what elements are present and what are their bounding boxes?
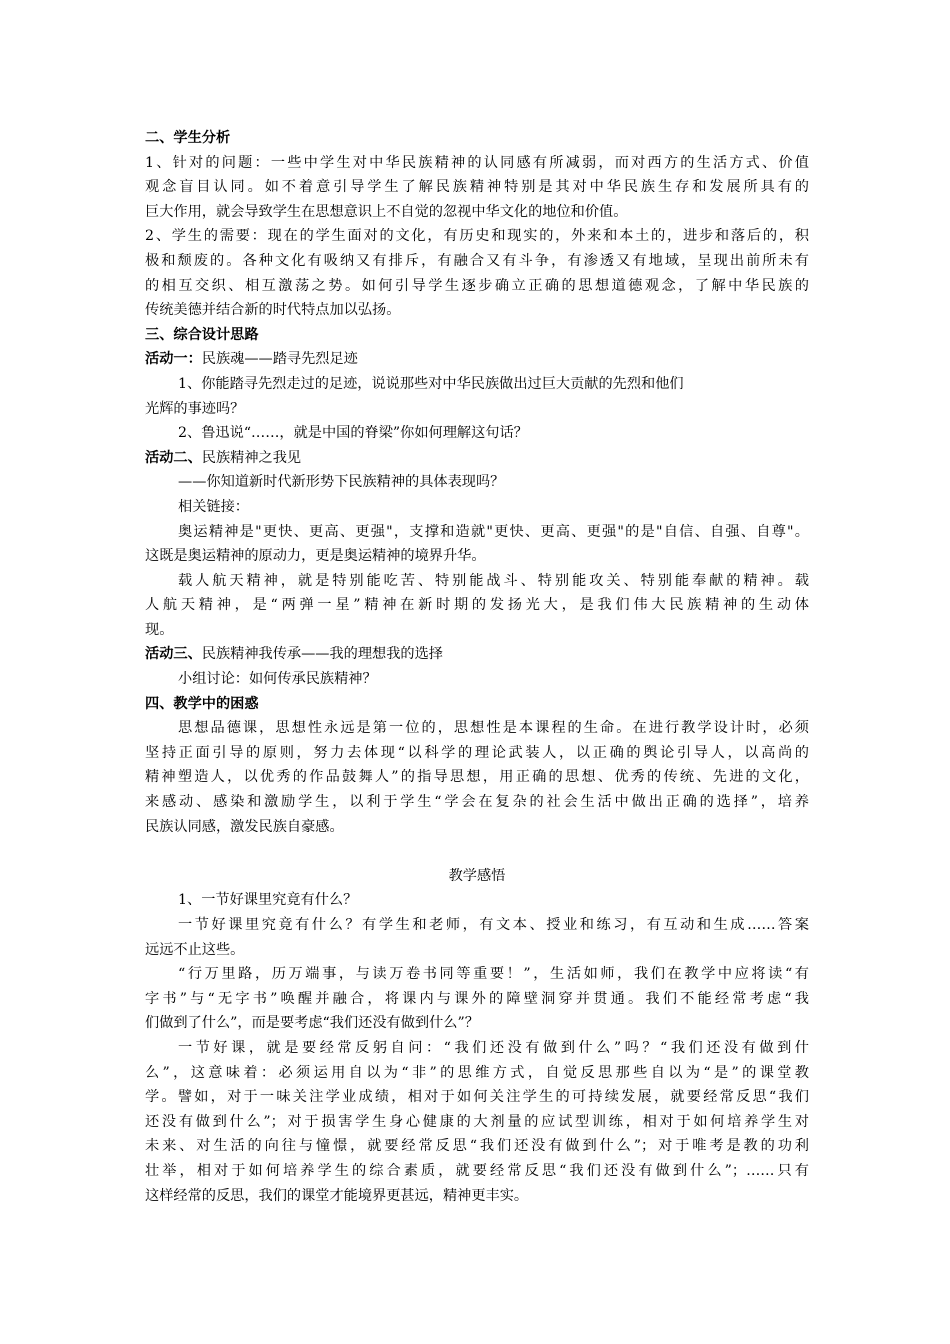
paragraph-line: 这样经常的反思，我们的课堂才能境界更甚远，精神更丰实。 <box>145 1187 529 1204</box>
paragraph-line: 们做到了什么”，而是要考虑“我们还没有做到什么”？ <box>145 1015 479 1032</box>
paragraph-line: 1、你能踏寻先烈走过的足迹，说说那些对中华民族做出过巨大贡献的先烈和他们 <box>178 375 684 392</box>
paragraph-line: 奥运精神是"更快、更高、更强"，支撑和造就"更快、更高、更强"的是"自信、自强、自尊"。 <box>178 523 809 540</box>
paragraph-line: 精神塑造人，以优秀的作品鼓舞人”的指导思想，用正确的思想、优秀的传统、先进的文化， <box>145 769 809 786</box>
activity-one-heading <box>145 347 809 372</box>
paragraph-line: 学。譬如，对于一味关注学业成绩，相对于如何关注学生的可持续发展，就要经常反思“我们 <box>145 1089 809 1106</box>
section-heading-confusion: 四、教学中的困惑 <box>145 695 259 712</box>
section-heading-design: 三、综合设计思路 <box>145 326 259 343</box>
paragraph-line: 一节好课，就是要经常反躬自问：“我们还没有做到什么”吗？“我们还没有做到什 <box>178 1039 809 1056</box>
paragraph-line: 2、鲁迅说“……，就是中国的脊梁”你如何理解这句话？ <box>178 425 528 442</box>
blank-line <box>145 839 809 864</box>
document-page <box>145 126 809 1208</box>
paragraph-line: 现。 <box>145 621 174 638</box>
paragraph-line: 小组讨论：如何传承民族精神？ <box>178 671 377 688</box>
paragraph-line: 观念盲目认同。如不着意引导学生了解民族精神特别是其对中华民族生存和发展所具有的 <box>145 179 809 196</box>
paragraph-line: 坚持正面引导的原则，努力去体现“以科学的理论武装人，以正确的舆论引导人，以高尚的 <box>145 744 809 761</box>
paragraph-line: 的相互交织、相互激荡之势。如何引导学生逐步确立正确的思想道德观念，了解中华民族的 <box>145 277 809 294</box>
paragraph-line: 壮举，相对于如何培养学生的综合素质，就要经常反思“我们还没有做到什么”；……只有 <box>145 1162 809 1179</box>
paragraph-line: 1、针对的问题：一些中学生对中华民族精神的认同感有所减弱，而对西方的生活方式、价值 <box>145 154 809 171</box>
paragraph-line: 极和颓废的。各种文化有吸纳又有排斥，有融合又有斗争，有渗透又有地域，呈现出前所未有 <box>145 252 809 269</box>
activity-label: 活动一： <box>145 351 202 368</box>
paragraph-line: “行万里路，历万端事，与读万卷书同等重要！”，生活如师，我们在教学中应将读“有 <box>178 966 809 983</box>
paragraph-line: 民族认同感，激发民族自豪感。 <box>145 818 344 835</box>
paragraph-line: 思想品德课，思想性永远是第一位的，思想性是本课程的生命。在进行教学设计时，必须 <box>178 720 809 737</box>
reflection-title: 教学感悟 <box>448 867 506 884</box>
paragraph-line: 一节好课里究竟有什么？有学生和老师，有文本、授业和练习，有互动和生成……答案 <box>178 917 809 933</box>
section-heading-student-analysis: 二、学生分析 <box>145 130 231 146</box>
activity-title: 民族精神之我见 <box>201 449 302 466</box>
paragraph-line: 未来、对生活的向往与憧憬，就要经常反思“我们还没有做到什么”；对于唯考是教的功利 <box>145 1138 809 1155</box>
activity-label: 活动三、 <box>145 646 202 663</box>
paragraph-line: 相关链接： <box>178 498 249 515</box>
paragraph-line: 来感动、感染和激励学生，以利于学生“学会在复杂的社会生活中做出正确的选择”，培养 <box>145 794 809 811</box>
paragraph-line: 字书”与“无字书”唤醒并融合，将课内与课外的障壁洞穿并贯通。我们不能经常考虑“我 <box>145 990 809 1007</box>
activity-title: 民族精神我传承——我的理想我的选择 <box>201 646 443 663</box>
paragraph-line: 巨大作用，就会导致学生在思想意识上不自觉的忽视中华文化的地位和价值。 <box>145 203 628 220</box>
paragraph-line: 光辉的事迹吗？ <box>145 400 245 417</box>
activity-three-heading <box>145 642 809 667</box>
paragraph-line: 1、一节好课里究竟有什么？ <box>178 892 358 909</box>
paragraph-line: 么”，这意味着：必须运用自以为“非”的思维方式，自觉反思那些自以为“是”的课堂教 <box>145 1064 809 1081</box>
paragraph-line: 这既是奥运精神的原动力，更是奥运精神的境界升华。 <box>145 548 486 565</box>
paragraph-line: 远远不止这些。 <box>145 941 245 958</box>
activity-two-heading <box>145 446 809 471</box>
activity-label: 活动二、 <box>145 449 202 466</box>
activity-title: 民族魂——踏寻先烈足迹 <box>201 351 358 368</box>
paragraph-line: 传统美德并结合新的时代特点加以弘扬。 <box>145 302 401 319</box>
paragraph-line: 还没有做到什么”；对于损害学生身心健康的大剂量的应试型训练，相对于如何培养学生对 <box>145 1113 809 1130</box>
paragraph-line: ——你知道新时代新形势下民族精神的具体表现吗？ <box>178 474 505 491</box>
paragraph-line: 2、学生的需要：现在的学生面对的文化，有历史和现实的，外来和本土的，进步和落后的，积 <box>145 228 809 245</box>
paragraph-line: 人航天精神，是“两弹一星”精神在新时期的发扬光大，是我们伟大民族精神的生动体 <box>145 597 809 614</box>
paragraph-line: 载人航天精神，就是特别能吃苦、特别能战斗、特别能攻关、特别能奉献的精神。载 <box>178 572 809 589</box>
